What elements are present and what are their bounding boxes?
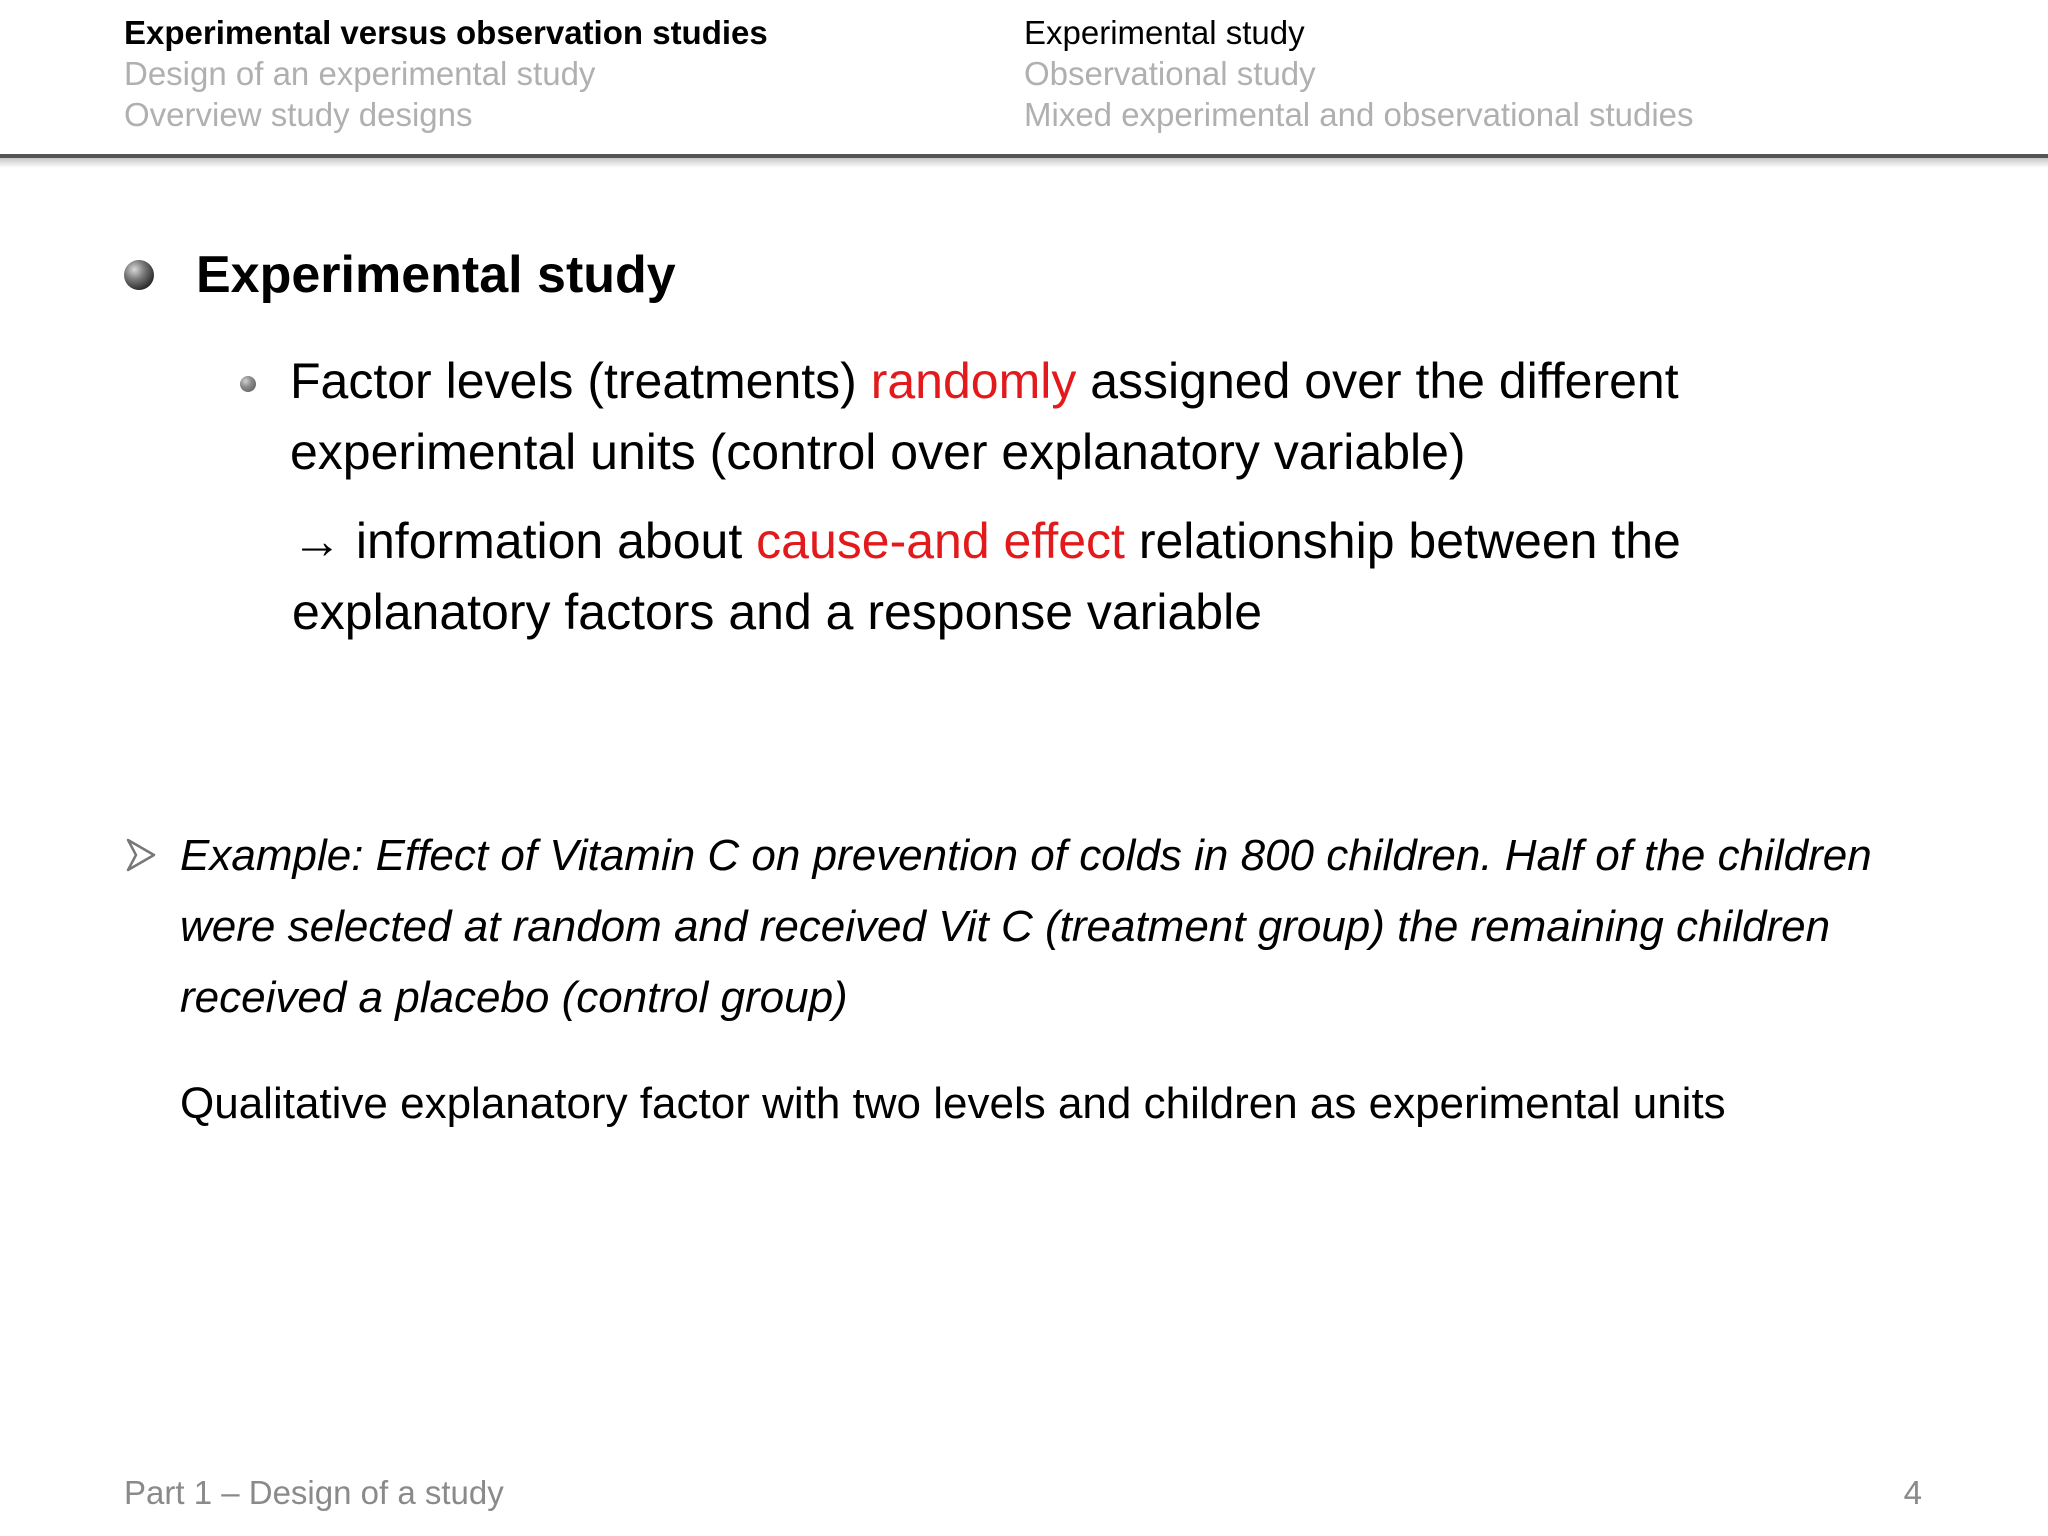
bullet-text	[290, 346, 1736, 488]
qualitative-note: Qualitative explanatory factor with two levels and children as experimental units	[180, 1079, 1726, 1128]
slide-header	[0, 0, 2048, 156]
bullet-text-part1: Factor levels (treatments)	[290, 353, 871, 409]
nav-section-overview-designs[interactable]: Overview study designs	[124, 96, 473, 133]
nav-section-experimental-vs-observation[interactable]: Experimental versus observation studies	[124, 14, 768, 51]
nav-section-design-experimental[interactable]: Design of an experimental study	[124, 55, 596, 92]
nav-subsection-experimental[interactable]: Experimental study	[1024, 14, 1305, 51]
footer-section-title: Part 1 – Design of a study	[124, 1474, 504, 1511]
slide-heading: Experimental study	[196, 246, 676, 304]
heading-item	[124, 244, 676, 306]
example-text: Example: Effect of Vitamin C on prevention of colds in 800 children. Half of the children were selected at random and received Vit C (treatment group) the remaining children received a placebo (control group)	[180, 831, 1872, 1022]
example-block	[124, 820, 1944, 1033]
nav-subsection-mixed[interactable]: Mixed experimental and observational studies	[1024, 96, 1694, 133]
highlight-cause-effect: cause-and effect	[756, 513, 1125, 569]
consequence-part2: relationship between the explanatory factors and a response variable	[292, 513, 1681, 640]
sub-bullet-block	[236, 346, 1736, 648]
nav-sections	[124, 12, 768, 135]
consequence-part1: → information about	[292, 513, 757, 569]
highlight-randomly: randomly	[870, 353, 1077, 409]
nav-subsections	[1024, 12, 1694, 135]
sphere-bullet-icon	[124, 260, 154, 290]
bullet-text-part2: assigned over the different experimental units (control over explanatory variable)	[290, 353, 1679, 480]
nav-subsection-observational[interactable]: Observational study	[1024, 55, 1316, 92]
consequence-text	[292, 506, 1736, 648]
header-shadow	[0, 158, 2048, 168]
small-dot-bullet-icon	[240, 376, 256, 392]
arrowhead-bullet-icon	[126, 838, 156, 872]
page-number: 4	[1903, 1474, 1922, 1511]
